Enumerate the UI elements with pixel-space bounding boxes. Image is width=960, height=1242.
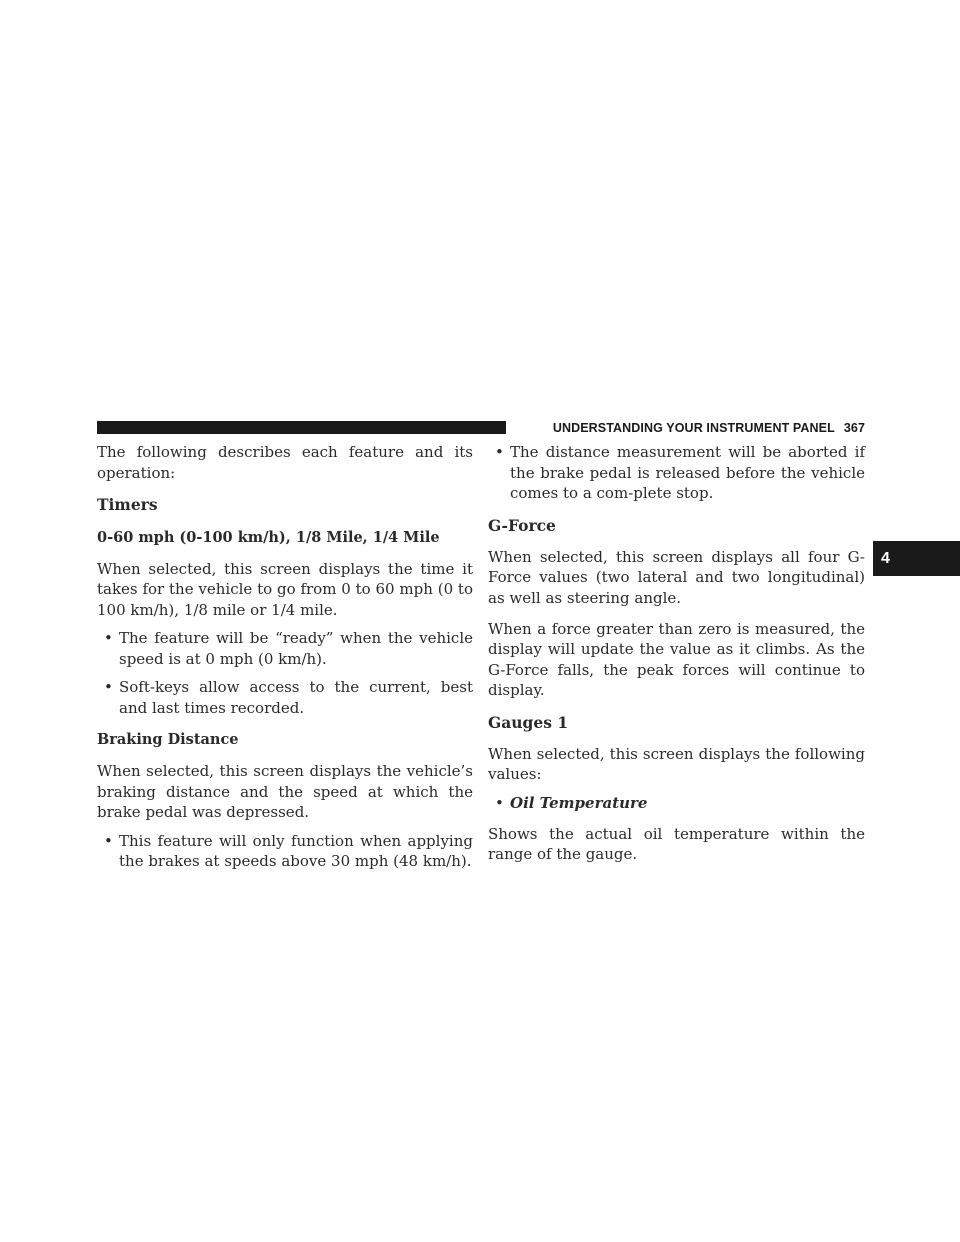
bullet-text: This feature will only function when applying the brakes at speeds above 30 mph (48 km/h). — [119, 831, 473, 870]
list-item — [488, 442, 865, 504]
header-rule — [97, 421, 506, 434]
oil-temp-paragraph: Shows the actual oil temperature within the range of the gauge. — [488, 824, 865, 863]
intro-paragraph: The following describes each feature and its operation: — [97, 443, 473, 482]
gforce-heading: G-Force — [488, 515, 556, 535]
bullet-icon: • — [495, 793, 504, 812]
gauges-paragraph: When selected, this screen displays the following values: — [488, 744, 865, 783]
bullet-icon: • — [104, 678, 113, 696]
list-item — [488, 793, 865, 814]
page-header — [517, 419, 865, 437]
bullet-text: Soft-keys allow access to the current, best and last times recorded. — [119, 678, 473, 717]
braking-heading: Braking Distance — [97, 731, 239, 748]
section-title: UNDERSTANDING YOUR INSTRUMENT PANEL — [552, 421, 835, 435]
list-item — [97, 831, 473, 872]
chapter-number: 4 — [881, 549, 890, 567]
gforce-paragraph: When a force greater than zero is measured, the display will update the value as it climbs. As the G-Force falls, the peak forces will continue to display. — [488, 619, 865, 699]
right-column — [488, 442, 865, 865]
bullet-text: The feature will be “ready” when the vehicle speed is at 0 mph (0 km/h). — [119, 629, 473, 668]
timers-heading: Timers — [97, 495, 158, 514]
bullet-icon: • — [495, 443, 504, 461]
left-column — [97, 442, 473, 872]
braking-paragraph: When selected, this screen displays the vehicle’s braking distance and the speed at which the brake pedal was depressed. — [97, 762, 473, 821]
list-item — [97, 677, 473, 718]
bullet-icon: • — [104, 831, 113, 850]
timers-subheading: 0-60 mph (0-100 km/h), 1/8 Mile, 1/4 Mile — [97, 528, 440, 546]
timers-paragraph: When selected, this screen displays the time it takes for the vehicle to go from 0 to 60 mph (0 to 100 km/h), 1/8 mile or 1/4 mile. — [97, 559, 473, 619]
chapter-tab — [873, 541, 960, 576]
list-item — [97, 628, 473, 669]
bullet-icon: • — [104, 629, 113, 647]
bullet-text: The distance measurement will be aborted if the brake pedal is released before the vehicle comes to a com-plete stop. — [510, 443, 865, 502]
gauges-heading: Gauges 1 — [488, 712, 569, 732]
gforce-paragraph: When selected, this screen displays all four G-Force values (two lateral and two longitudinal) as well as steering angle. — [488, 547, 865, 607]
bullet-text: Oil Temperature — [510, 793, 648, 812]
page-number: 367 — [843, 421, 865, 435]
